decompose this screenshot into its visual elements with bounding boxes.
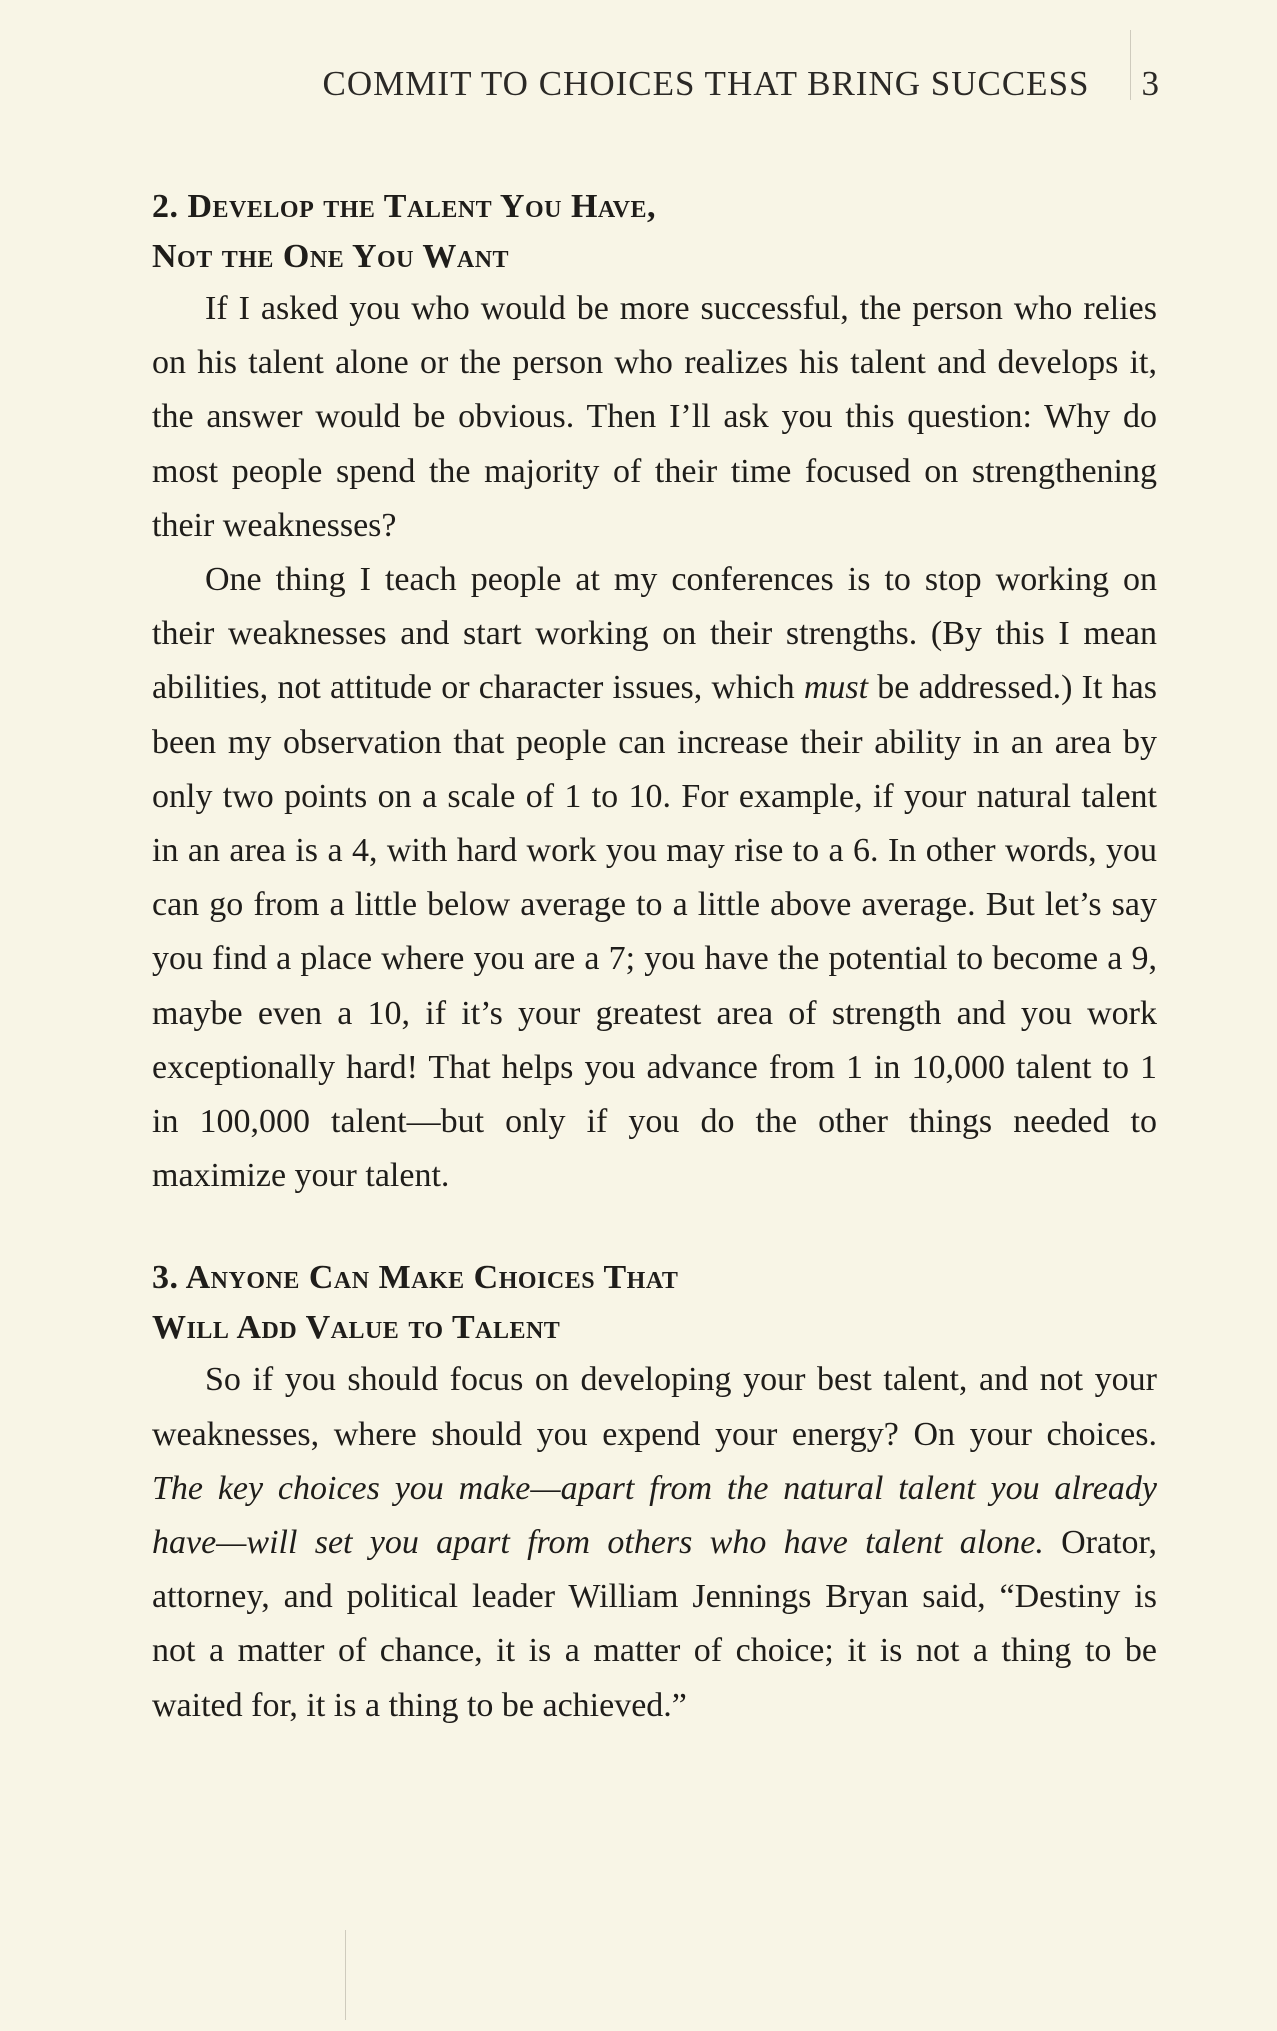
- paragraph: [152, 1353, 1157, 1732]
- section-heading: [152, 1253, 1157, 1353]
- heading-line: 3. Anyone Can Make Choices That: [152, 1259, 679, 1297]
- emphasis-text: must: [803, 669, 869, 707]
- page-number: 3: [1141, 64, 1160, 103]
- heading-line: 2. Develop the Talent You Have,: [152, 188, 656, 225]
- paragraph: [152, 553, 1157, 1203]
- section-gap: [152, 1203, 1157, 1253]
- paragraph-text: So if you should focus on developing your best talent, and not your weaknesses, where should you expend your energy? On your choices.: [152, 1361, 1157, 1453]
- page-body: [152, 182, 1157, 1733]
- paragraph-text: Orator, attorney, and political leader William Jennings Bryan said, “Destiny is not a matter of chance, it is a matter of choice; it is not a thing to be waited for, it is a thing to be achieved.”: [152, 1524, 1158, 1724]
- paragraph-text: One thing I teach people at my conferences is to stop working on their weaknesses and start working on their strengths. (By this I mean abilities, not attitude or character issues, which: [152, 561, 1157, 707]
- emphasis-text: The key choices you make—apart from the natural talent you already have—will set you apart from others who have talent alone.: [152, 1469, 1157, 1562]
- section-heading: [152, 182, 1157, 282]
- paragraph: If I asked you who would be more successful, the person who relies on his talent alone or the person who realizes his talent and develops it, the answer would be obvious. Then I’ll ask you this question: Why do most people spend the majority of their time focused on strengthening their weaknesses?: [152, 290, 1157, 544]
- paragraph-text: be addressed.) It has been my observation that people can increase their ability in an area by only two points on a scale of 1 to 10. For example, if your natural talent in an area is a 4, with hard work you may rise to a 6. In other words, you can go from a little below average to a little above average. But let’s say you find a place where you are a 7; you have the potential to become a 9, maybe even a 10, if it’s your greatest area of strength and you work exceptionally hard! That helps you advance from 1 in 10,000 talent to 1 in 100,000 talent—but only if you do the other things needed to maximize your talent.: [152, 669, 1158, 1195]
- running-title: COMMIT TO CHOICES THAT BRING SUCCESS: [322, 64, 1090, 103]
- running-header: [150, 64, 1160, 104]
- heading-line: Not the One You Want: [152, 238, 510, 275]
- heading-line: Will Add Value to Talent: [152, 1309, 561, 1347]
- scan-mark: [345, 1930, 346, 2020]
